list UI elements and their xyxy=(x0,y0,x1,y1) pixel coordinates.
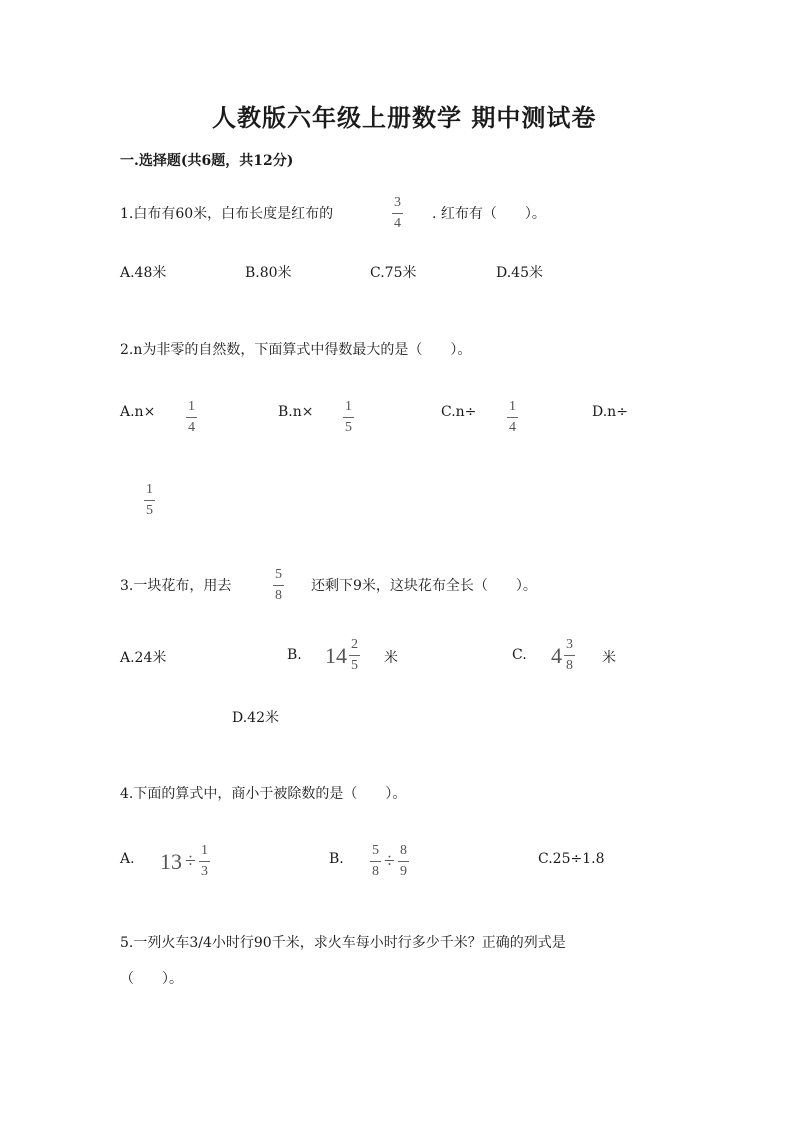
fraction-denominator: 4 xyxy=(509,420,516,435)
page-title: 人教版六年级上册数学 期中测试卷 xyxy=(212,103,597,132)
fraction-bar xyxy=(199,861,210,862)
fraction-denominator: 8 xyxy=(566,658,573,673)
question-1-text-a: 1.白布有60米，白布长度是红布的 xyxy=(120,206,334,222)
fraction-denominator: 4 xyxy=(394,216,401,231)
fraction-denominator: 5 xyxy=(345,420,352,435)
question-2-option-d[interactable]: D.n÷ xyxy=(592,404,628,420)
fraction-numerator: 3 xyxy=(566,637,573,652)
expression-fraction-right xyxy=(398,844,409,879)
fraction-bar xyxy=(392,213,403,214)
divide-sign: ÷ xyxy=(384,850,395,872)
mixed-number-fraction xyxy=(349,638,360,673)
question-3-fraction xyxy=(273,568,284,603)
fraction-bar xyxy=(343,417,354,418)
fraction-denominator: 8 xyxy=(275,588,282,603)
question-1-text-b: . 红布有（ ）。 xyxy=(432,206,546,222)
expression-fraction-left xyxy=(370,844,381,879)
mixed-number-fraction xyxy=(564,638,575,673)
fraction-denominator: 3 xyxy=(200,864,208,879)
question-5-line-1: 5.一列火车3/4小时行90千米，求火车每小时行多少千米？正确的列式是 xyxy=(120,935,566,951)
fraction-numerator: 1 xyxy=(509,399,516,414)
question-3-option-b-mixed-number xyxy=(325,638,360,673)
question-2-option-d-fraction xyxy=(144,483,155,518)
question-3-option-c-unit: 米 xyxy=(602,650,616,666)
question-1-option-d[interactable]: D.45米 xyxy=(496,265,543,281)
question-3-option-c-label[interactable]: C. xyxy=(512,647,527,663)
mixed-number-whole: 14 xyxy=(325,642,347,668)
fraction-bar xyxy=(144,500,155,501)
fraction-numerator: 1 xyxy=(200,843,208,858)
fraction-numerator: 5 xyxy=(275,567,282,582)
question-4-option-b-expression xyxy=(370,844,409,879)
expression-fraction xyxy=(199,844,210,879)
question-2-option-c-fraction xyxy=(507,400,518,435)
fraction-numerator: 5 xyxy=(372,843,379,858)
question-4-option-b-label[interactable]: B. xyxy=(329,851,344,867)
fraction-bar xyxy=(186,417,197,418)
question-1-option-b[interactable]: B.80米 xyxy=(245,265,292,281)
fraction-denominator: 4 xyxy=(188,420,195,435)
question-2-option-c[interactable]: C.n÷ xyxy=(441,404,477,420)
question-3-option-b-unit: 米 xyxy=(384,650,398,666)
fraction-denominator: 8 xyxy=(372,864,379,879)
fraction-denominator: 9 xyxy=(399,864,407,879)
fraction-bar xyxy=(370,861,381,862)
question-3-text-a: 3.一块花布，用去 xyxy=(120,578,232,594)
section-heading: 一.选择题(共6题，共12分) xyxy=(120,153,294,169)
fraction-numerator: 1 xyxy=(188,399,195,414)
fraction-numerator: 2 xyxy=(351,637,358,652)
fraction-bar xyxy=(349,655,360,656)
question-2-option-b[interactable]: B.n× xyxy=(278,404,314,420)
fraction-numerator: 3 xyxy=(394,195,401,210)
question-4-option-a-label[interactable]: A. xyxy=(120,851,135,867)
divide-sign: ÷ xyxy=(185,850,196,872)
question-4-option-a-expression xyxy=(160,844,210,879)
question-3-option-c-mixed-number xyxy=(551,638,575,673)
question-2-option-b-fraction xyxy=(343,400,354,435)
question-3-option-b-label[interactable]: B. xyxy=(287,647,302,663)
question-3-option-d[interactable]: D.42米 xyxy=(232,710,279,726)
question-1-fraction xyxy=(392,196,403,231)
question-1-option-c[interactable]: C.75米 xyxy=(370,265,417,281)
question-1-option-a[interactable]: A.48米 xyxy=(120,265,167,281)
fraction-bar xyxy=(507,417,518,418)
mixed-number-whole: 4 xyxy=(551,642,562,668)
fraction-bar xyxy=(273,585,284,586)
fraction-denominator: 5 xyxy=(351,658,358,673)
expression-whole: 13 xyxy=(160,848,182,874)
fraction-numerator: 8 xyxy=(399,843,407,858)
question-5-line-2: （ ）。 xyxy=(120,971,183,987)
fraction-bar xyxy=(564,655,575,656)
question-3-option-a[interactable]: A.24米 xyxy=(120,650,167,666)
question-2-option-a-fraction xyxy=(186,400,197,435)
question-2-option-a[interactable]: A.n× xyxy=(120,404,156,420)
fraction-bar xyxy=(398,861,409,862)
question-4-option-c[interactable]: C.25÷1.8 xyxy=(538,851,605,867)
fraction-numerator: 1 xyxy=(146,482,153,497)
question-4-text: 4.下面的算式中，商小于被除数的是（ ）。 xyxy=(120,786,407,802)
fraction-denominator: 5 xyxy=(146,503,153,518)
fraction-numerator: 1 xyxy=(345,399,352,414)
question-3-text-b: 还剩下9米，这块花布全长（ ）。 xyxy=(311,578,537,594)
question-2-text: 2.n为非零的自然数，下面算式中得数最大的是（ ）。 xyxy=(120,342,472,358)
